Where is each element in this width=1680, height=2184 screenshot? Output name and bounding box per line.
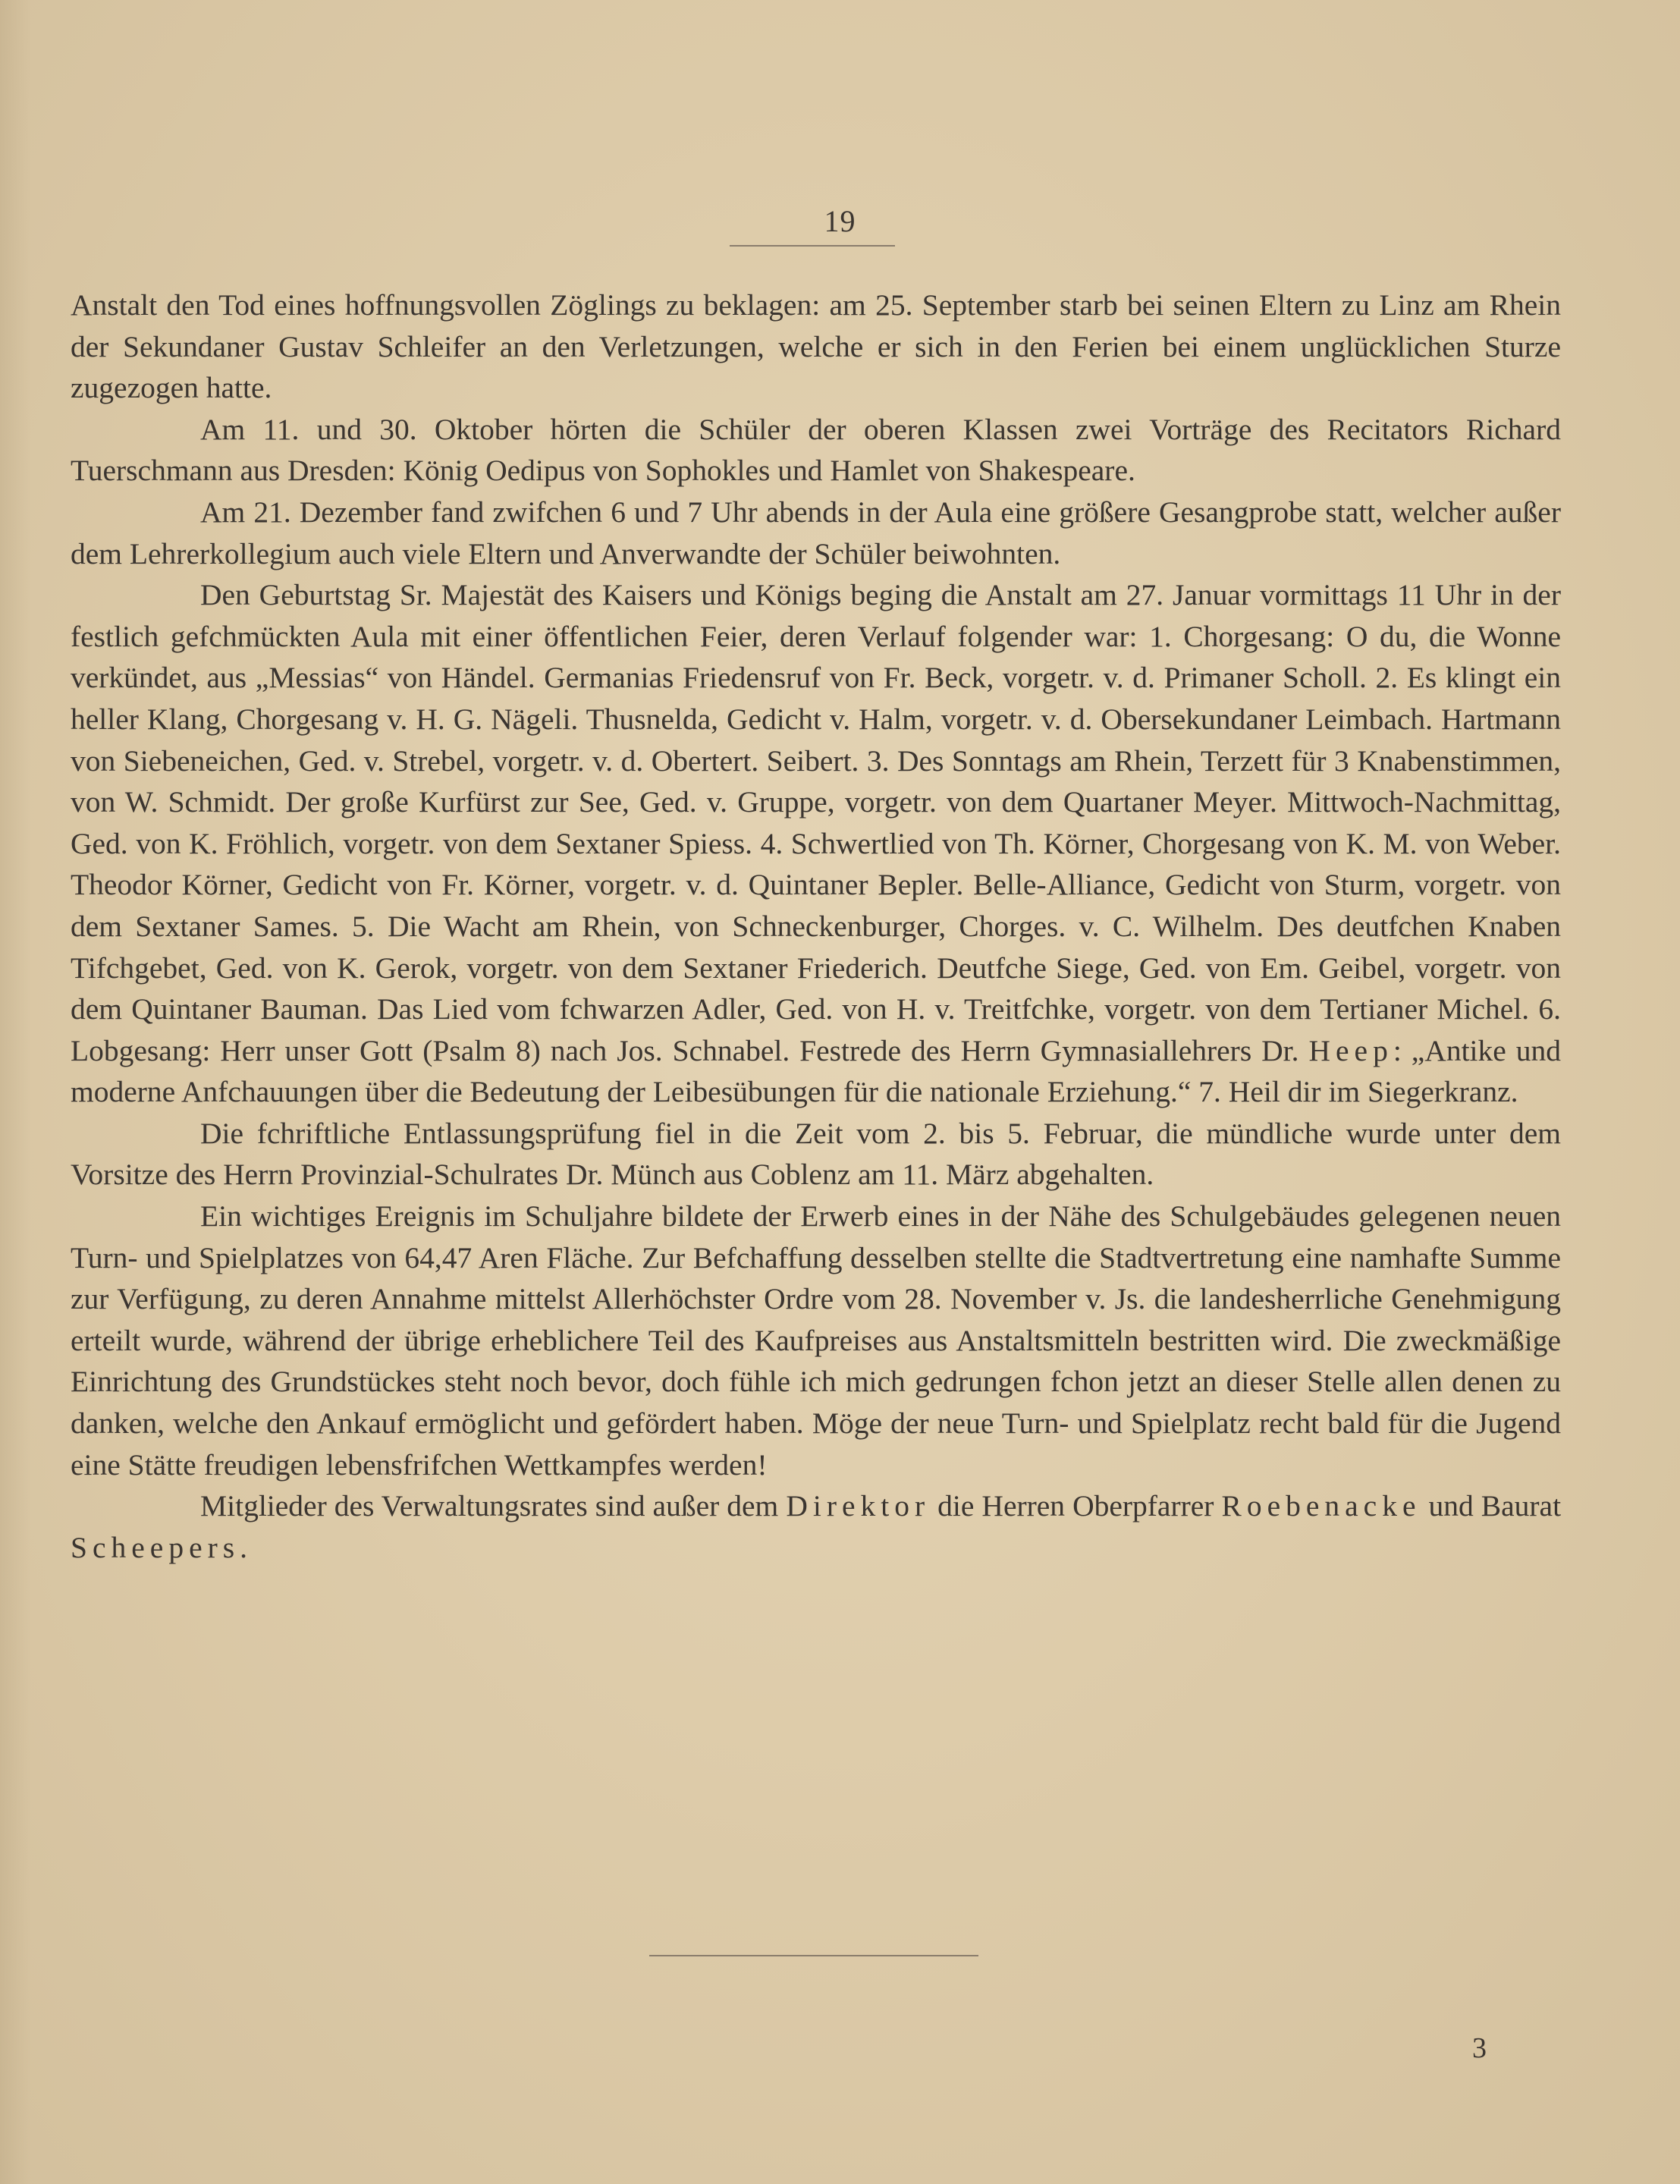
paragraph-2: Am 11. und 30. Oktober hörten die Schüler der oberen Klassen zwei Vorträge des Recitators Richard Tuerschmann aus Dresden: König Oedipus von Sophokles und Hamlet von Shakespeare. <box>71 412 1561 488</box>
footer-rule <box>649 1955 978 1956</box>
paragraph-1: Anstalt den Tod eines hoffnungsvollen Zöglings zu beklagen: am 25. September starb bei seinen Eltern zu Linz am Rhein der Sekundaner Gustav Schleifer an den Verletzungen, welche er sich in den Ferien bei einem unglücklichen Sturze zugezogen hatte. <box>71 288 1561 405</box>
paragraph-5: Die fchriftliche Entlassungsprüfung fiel in die Zeit vom 2. bis 5. Februar, die mündliche wurde unter dem Vorsitze des Herrn Provinzial-Schulrates Dr. Münch aus Coblenz am 11. März abgehalten. <box>71 1116 1561 1192</box>
body-text <box>71 284 1561 1568</box>
paragraph-7 <box>71 1485 1561 1568</box>
paragraph-3: Am 21. Dezember fand zwifchen 6 und 7 Uhr abends in der Aula eine größere Gesangprobe statt, welcher außer dem Lehrerkollegium auch viele Eltern und Anverwandte der Schüler beiwohnten. <box>71 495 1561 570</box>
header-rule <box>730 245 895 247</box>
name-roebenacke: Roebenacke <box>1221 1489 1421 1523</box>
paragraph-7-start: Mitglieder des Verwaltungsrates sind außer dem <box>200 1489 779 1523</box>
paragraph-7-end: . <box>240 1530 247 1564</box>
paragraph-4 <box>71 574 1561 1113</box>
paragraph-6: Ein wichtiges Ereignis im Schuljahre bildete der Erwerb eines in der Nähe des Schulgebäudes gelegenen neuen Turn- und Spielplatzes von 64,47 Aren Fläche. Zur Befchaffung desselben stellte die Stadtvertretung eine namhafte Summe zur Verfügung, zu deren Annahme mittelst Allerhöchster Ordre vom 28. November v. Js. die landesherrliche Genehmigung erteilt wurde, während der übrige erheblichere Teil des Kaufpreises aus Anstaltsmitteln bestritten wird. Die zweckmäßige Einrichtung des Grundstückes steht noch bevor, doch fühle ich mich gedrungen fchon jetzt an dieser Stelle allen denen zu danken, welche den Ankauf ermöglicht und gefördert haben. Möge der neue Turn- und Spielplatz recht bald für die Jugend eine Stätte freudigen lebensfrifchen Wettkampfes werden! <box>71 1199 1561 1482</box>
signature-mark: 3 <box>1472 2032 1487 2064</box>
name-scheepers: Scheepers <box>71 1530 240 1564</box>
paragraph-7-and: und Baurat <box>1428 1489 1562 1523</box>
direktor-word: Direktor <box>786 1489 931 1523</box>
paragraph-4-text: Den Geburtstag Sr. Majestät des Kaisers und Königs beging die Anstalt am 27. Januar vormittags 11 Uhr in der festlich gefchmückten Aula mit einer öffentlichen Feier, deren Verlauf folgender war: 1. Chorgesang: O du, die Wonne verkündet, aus „Messias“ von Händel. Germanias Friedensruf von Fr. Beck, vorgetr. v. d. Primaner Scholl. 2. Es klingt ein heller Klang, Chorgesang v. H. G. Nägeli. Thusnelda, Gedicht v. Halm, vorgetr. v. d. Obersekundaner Leimbach. Hartmann von Siebeneichen, Ged. v. Strebel, vorgetr. v. d. Obertert. Seibert. 3. Des Sonntags am Rhein, Terzett für 3 Knabenstimmen, von W. Schmidt. Der große Kurfürst zur See, Ged. v. Gruppe, vorgetr. von dem Quartaner Meyer. Mittwoch-Nachmittag, Ged. von K. Fröhlich, vorgetr. von dem Sextaner Spiess. 4. Schwertlied von Th. Körner, Chorgesang von K. M. von Weber. Theodor Körner, Gedicht von Fr. Körner, vorgetr. v. d. Quintaner Bepler. Belle-Alliance, Gedicht von Sturm, vorgetr. von dem Sextaner Sames. 5. Die Wacht am Rhein, von Schneckenburger, Chorges. v. C. Wilhelm. Des deutfchen Knaben Tifchgebet, Ged. von K. Gerok, vorgetr. von dem Sextaner Friederich. Deutfche Siege, Ged. von Em. Geibel, vorgetr. von dem Quintaner Bauman. Das Lied vom fchwarzen Adler, Ged. von H. v. Treitfchke, vorgetr. von dem Tertianer Michel. 6. Lobgesang: Herr unser Gott (Psalm 8) nach Jos. Schnabel. Festrede des Herrn Gymnasiallehrers Dr. <box>71 578 1561 1067</box>
page-number: 19 <box>824 204 856 238</box>
paragraph-7-mid: die Herren Oberpfarrer <box>937 1489 1214 1523</box>
paragraph-4-end: : „Antike und moderne Anfchauungen über die Bedeutung der Leibesübungen für die nationale Erziehung.“ 7. Heil dir im Siegerkranz. <box>71 1033 1562 1109</box>
speaker-name: Heep <box>1308 1033 1393 1067</box>
